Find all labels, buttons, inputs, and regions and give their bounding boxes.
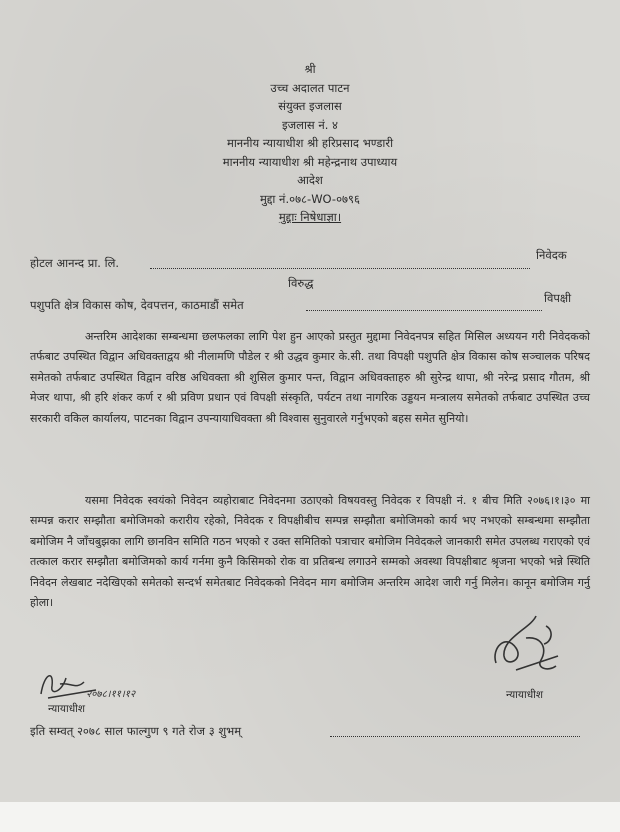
order-header xyxy=(150,60,470,227)
left-judge-date: २०७८।११।१२ xyxy=(86,689,136,700)
bench-type: संयुक्त इजलास xyxy=(278,99,342,113)
bench-number: इजलास नं. ४ xyxy=(281,117,339,132)
judge-2: माननीय न्यायाधीश श्री महेन्द्रनाथ उपाध्याय xyxy=(222,154,398,169)
order-paragraph-2: यसमा निवेदक स्वयंको निवेदन व्यहोराबाट निवेदनमा उठाएको विषयवस्तु निवेदक र विपक्षी नं. १ बीच मिति २०७६।१।३० मा सम्पन्न करार सम्झौता बमोजिमको करारीय रहेको, निवेदक र विपक्षीबीच सम्पन्न सम्झौता बमोजिमको कार्य भए नभएको सम्बन्धमा सम्झौता बमोजिम नै जाँचबुझका लागि छानविन समिति गठन भएको र उक्त समितिको पत्राचार बमोजिम निवेदकले जानकारी समेत उपलब्ध गराएको एवं तत्काल करार सम्झौता बमोजिमको कार्य गर्नमा कुनै किसिमको रोक वा प्रतिबन्ध लगाउने सम्मको अवस्था विपक्षीबाट श्रृजना भएको भन्ने स्थिति निवेदन लेखबाट नदेखिएको समेतको सन्दर्भ समेतबाट निवेदकको निवेदन माग बमोजिम अन्तरिम आदेश जारी गर्नु मिलेन। कानून बमोजिम गर्नु होला। xyxy=(30,494,590,610)
court-name: उच्च अदालत पाटन xyxy=(270,80,350,95)
case-subject: मुद्दाः निषेधाज्ञा। xyxy=(278,210,342,224)
order-paragraph-1: अन्तरिम आदेशका सम्बन्धमा छलफलका लागि पेश हुन आएको प्रस्तुत मुद्दामा निवेदनपत्र सहित मिसिल अध्ययन गरी निवेदकको तर्फबाट उपस्थित विद्वान अधिवक्ताद्वय श्री नीलामणि पौडेल र श्री उद्धव कुमार के.सी. तथा विपक्षी पशुपति क्षेत्र विकास कोष सञ्चालक परिषद समेतको तर्फबाट उपस्थित विद्वान वरिष्ठ अधिवक्ता श्री शुसिल कुमार पन्त, विद्वान अधिवक्ताहरु श्री सुरेन्द्र थापा, श्री नरेन्द्र प्रसाद गौतम, श्री मेजर थापा, श्री हरि शंकर कर्ण र श्री प्रविण प्रधान एवं विपक्षी संस्कृति, पर्यटन तथा नागरिक उड्डयन मन्त्रालय समेतको तर्फबाट उपस्थित उच्च सरकारी वकिल कार्यालय, पाटनका विद्वान उपन्यायाधिवक्ता श्री विश्वास सुनुवारले गर्नुभएको बहस समेत सुनियो। xyxy=(30,330,590,425)
left-judge-title: न्यायाधीश xyxy=(48,703,86,715)
respondent-name: पशुपति क्षेत्र विकास कोष, देवपत्तन, काठमाडौं समेत xyxy=(30,298,244,312)
footer-dots xyxy=(330,736,580,737)
judge-1: माननीय न्यायाधीश श्री हरिप्रसाद भण्डारी xyxy=(226,136,394,150)
header-shree: श्री xyxy=(304,62,316,76)
bottom-margin xyxy=(0,802,620,832)
footer-date-line: इति सम्वत् २०७८ साल फाल्गुण ९ गते रोज ३ शुभम् xyxy=(30,724,242,738)
respondent-role: विपक्षी xyxy=(544,291,572,305)
versus-label: विरुद्ध xyxy=(288,276,314,290)
right-judge-title: न्यायाधीश xyxy=(506,689,544,701)
case-number: मुद्दा नं.०७८-WO-०७९६ xyxy=(259,191,361,206)
petitioner-dots xyxy=(150,268,530,269)
petitioner-name: होटल आनन्द प्रा. लि. xyxy=(30,256,120,270)
right-judge-signature xyxy=(486,608,566,680)
order-title: आदेश xyxy=(297,173,323,187)
petitioner-role: निवेदक xyxy=(536,248,567,262)
respondent-dots xyxy=(306,310,542,311)
